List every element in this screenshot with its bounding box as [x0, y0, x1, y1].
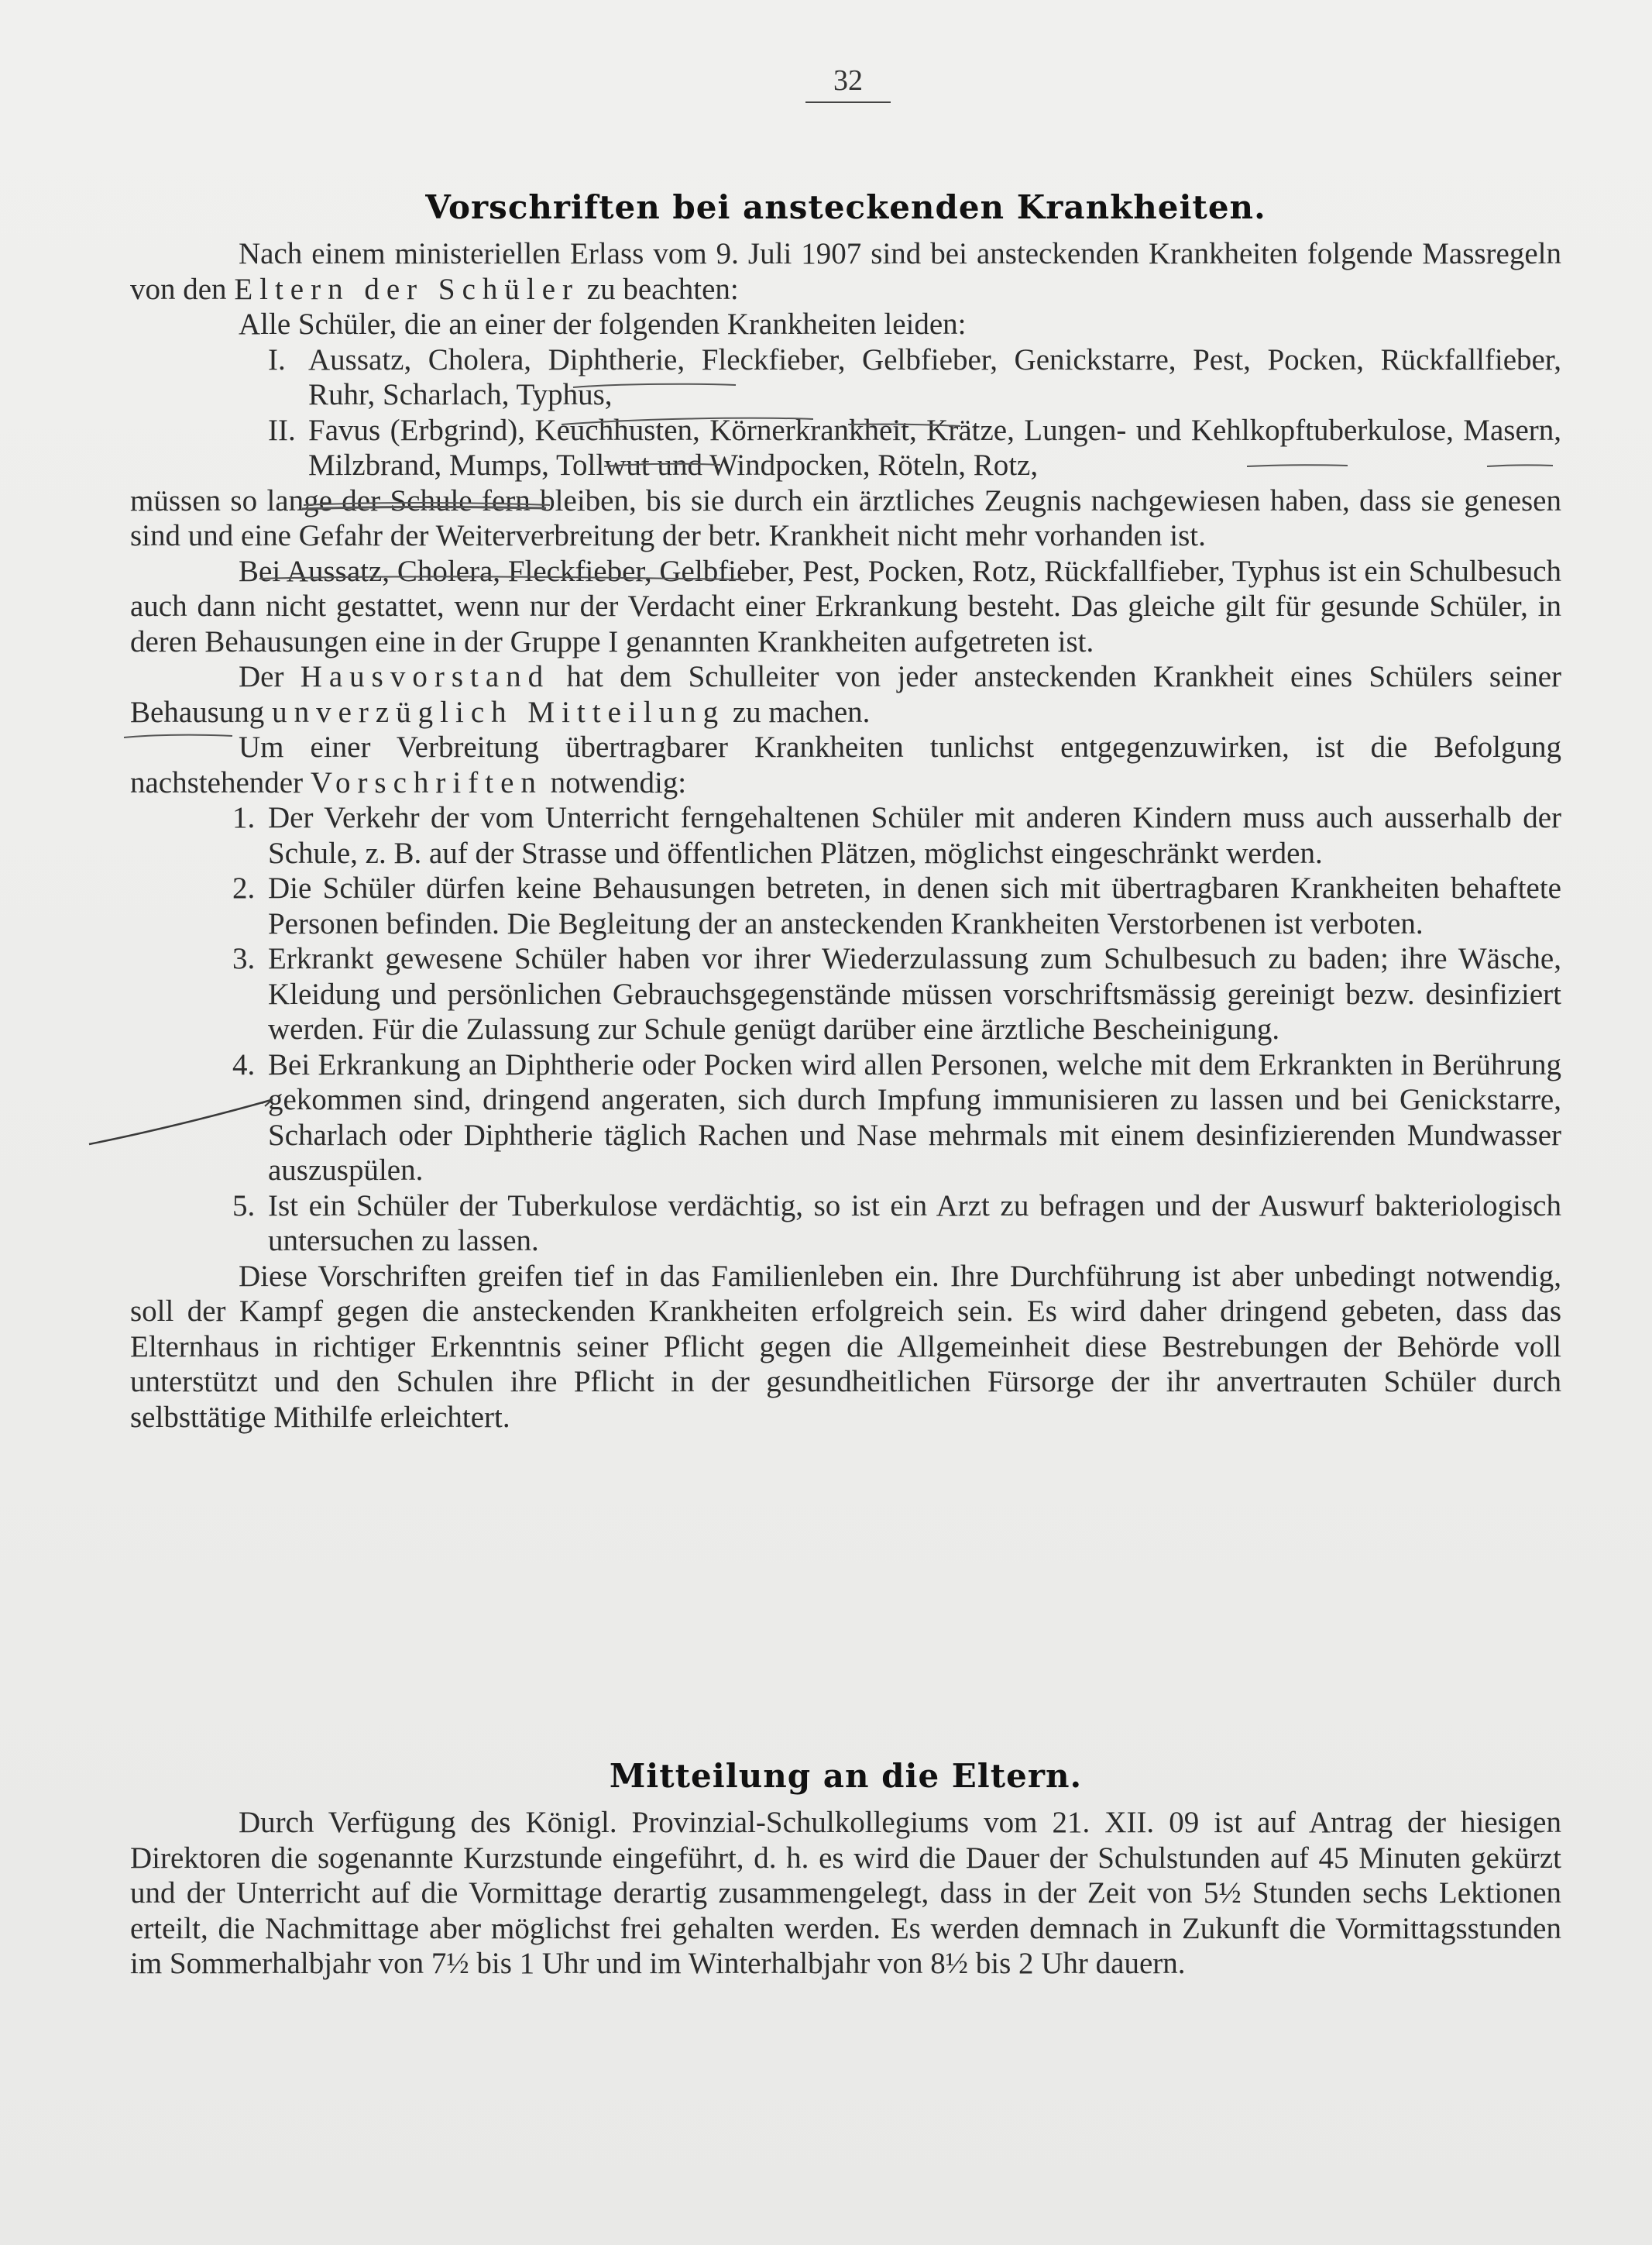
section2-paragraph: Durch Verfügung des Königl. Provinzial-Schulkollegiums vom 21. XII. 09 ist auf Antrag der hiesigen Direktoren die sogenannte Kurzstunde eingeführt, d. h. es wird die Dauer der Schulstunden auf 45 Minuten gekürzt und der Unterricht auf die Vormittage derartig zusammengelegt, dass in der Zeit von 5½ Stunden sechs Lektionen erteilt, die Nachmittage aber möglichst frei gehalten werden. Es werden demnach in Zukunft die Vormittagsstunden im Sommerhalbjahr von 7½ bis 1 Uhr und im Winterhalbjahr von 8½ bis 2 Uhr dauern. — [130, 1806, 1561, 1980]
household-text-c: zu machen. — [732, 695, 871, 729]
household-text-b: hat dem Schulleiter von jeder ansteckenden Krankheit eines Schülers seiner Behausung — [130, 660, 1562, 729]
prevent-spaced: Vorschriften — [310, 765, 543, 799]
group-1 — [130, 342, 1561, 413]
rule-3-label: 3. — [232, 942, 256, 975]
section2-title: Mitteilung an die Eltern. — [609, 1757, 1083, 1795]
intro-spaced: Eltern der Schüler — [234, 272, 580, 306]
section2-body — [130, 1805, 1561, 1982]
group-1-label: I. — [268, 342, 286, 376]
intro-paragraph — [130, 236, 1561, 307]
rule-1-text: Der Verkehr der vom Unterricht ferngehaltenen Schüler mit anderen Kindern muss auch ausserhalb der Schule, z. B. auf der Strasse und öffentlichen Plätzen, möglichst eingeschränkt werden. — [268, 801, 1561, 870]
rule-4 — [130, 1047, 1561, 1188]
suspicion-paragraph: Bei Aussatz, Cholera, Fleckfieber, Gelbfieber, Pest, Pocken, Rotz, Rückfallfieber, Typhus ist ein Schulbesuch auch dann nicht gestattet, wenn nur der Verdacht einer Erkrankung besteht. Das gleiche gilt für gesunde Schüler, in deren Behausungen eine in der Gruppe I genannten Krankheiten aufgetreten ist. — [130, 554, 1561, 658]
page-number: 32 — [833, 64, 863, 97]
intro-text-a: Nach einem ministeriellen Erlass vom 9. Juli 1907 sind bei ansteckenden Krankheiten folgende Massregeln von den — [130, 237, 1561, 306]
rule-2-label: 2. — [232, 872, 256, 905]
prevent-text-b: notwendig: — [550, 765, 687, 799]
group-2-text: Favus (Erbgrind), Keuchhusten, Körnerkrankheit, Krätze, Lungen- und Kehlkopftuberkulose, Masern, Milzbrand, Mumps, Tollwut und Windpocken, Röteln, Rotz, — [308, 413, 1561, 482]
rule-1 — [130, 800, 1561, 871]
rule-2 — [130, 871, 1561, 941]
rule-3-text: Erkrankt gewesene Schüler haben vor ihrer Wiederzulassung zum Schulbesuch zu baden; ihre Wäsche, Kleidung und persönlichen Gebrauchsgegenstände müssen vorschriftsmässig gereinigt bezw. desinfiziert werden. Für die Zulassung zur Schule genügt darüber eine ärztliche Bescheinigung. — [268, 942, 1561, 1046]
closing-paragraph: Diese Vorschriften greifen tief in das Familienleben ein. Ihre Durchführung ist aber unbedingt notwendig, soll der Kampf gegen die ansteckenden Krankheiten erfolgreich sein. Es wird daher dringend gebeten, dass das Elternhaus in richtiger Erkenntnis seiner Pflicht gegen die Allgemeinheit diese Bestrebungen der Behörde voll unterstützt und den Schulen ihre Pflicht in der gesundheitlichen Fürsorge der ihr anvertrauten Schüler durch selbsttätige Mithilfe erleichtert. — [130, 1259, 1561, 1434]
rule-4-label: 4. — [232, 1047, 256, 1081]
group-2 — [130, 413, 1561, 483]
prevent-paragraph — [130, 730, 1561, 800]
section1-title: Vorschriften bei ansteckenden Krankheiten. — [425, 188, 1266, 226]
rule-1-label: 1. — [232, 801, 256, 834]
household-paragraph — [130, 659, 1561, 730]
group-2-label: II. — [268, 413, 296, 447]
household-spaced-2: unverzüglich Mitteilung — [272, 695, 726, 729]
household-text-a: Der — [239, 660, 284, 693]
page-number-rule — [805, 101, 891, 103]
section1-body — [130, 236, 1561, 1435]
must-stay-paragraph: müssen so lange der Schule fern bleiben, bis sie durch ein ärztliches Zeugnis nachgewiesen haben, dass sie genesen sind und eine Gefahr der Weiterverbreitung der betr. Krankheit nicht mehr vorhanden ist. — [130, 483, 1561, 552]
rule-3 — [130, 941, 1561, 1047]
prevent-text-a: Um einer Verbreitung übertragbarer Krankheiten tunlichst entgegenzuwirken, ist die Befolgung nachstehender — [130, 731, 1561, 799]
rule-5-text: Ist ein Schüler der Tuberkulose verdächtig, so ist ein Arzt zu befragen und der Auswurf bakteriologisch untersuchen zu lassen. — [268, 1188, 1561, 1257]
group-1-text: Aussatz, Cholera, Diphtherie, Fleckfieber, Gelbfieber, Genickstarre, Pest, Pocken, Rückfallfieber, Ruhr, Scharlach, Typhus, — [308, 342, 1561, 411]
intro-text-b: zu beachten: — [586, 272, 739, 306]
all-pupils-line: Alle Schüler, die an einer der folgenden Krankheiten leiden: — [239, 308, 967, 341]
rule-5-label: 5. — [232, 1188, 256, 1222]
rule-4-text: Bei Erkrankung an Diphtherie oder Pocken wird allen Personen, welche mit dem Erkrankten in Berührung gekommen sind, dringend angeraten, sich durch Impfung immunisieren zu lassen und bei Genickstarre, Scharlach oder Diphtherie täglich Rachen und Nase mehrmals mit einem desinfizierenden Mundwasser auszuspülen. — [268, 1047, 1561, 1187]
rule-2-text: Die Schüler dürfen keine Behausungen betreten, in denen sich mit übertragbaren Krankheiten behaftete Personen befinden. Die Begleitung der an ansteckenden Krankheiten Verstorbenen ist verboten. — [268, 872, 1561, 940]
household-spaced-1: Hausvorstand — [300, 660, 551, 693]
rule-5 — [130, 1188, 1561, 1259]
